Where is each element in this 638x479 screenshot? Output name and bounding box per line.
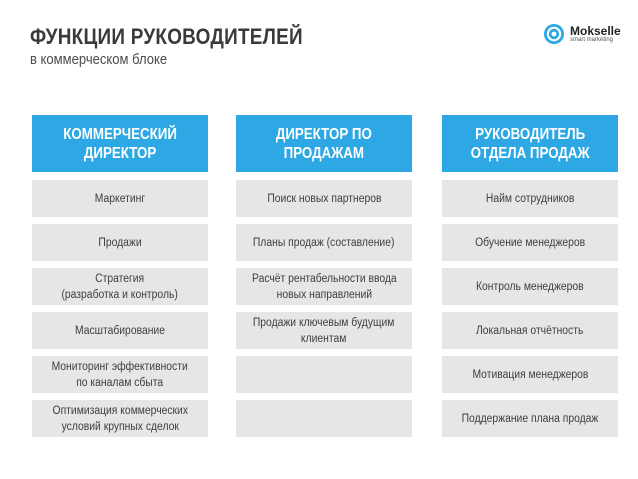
function-cell: [32, 400, 208, 437]
function-label: Продажи ключевым будущим клиентам: [253, 316, 395, 345]
function-label: Мониторинг эффективности по каналам сбыта: [51, 360, 189, 389]
function-label: Маркетинг: [94, 192, 146, 205]
function-cell: [442, 400, 618, 437]
function-label: Расчёт рентабельности ввода новых направлений: [251, 272, 397, 301]
function-cell: [442, 224, 618, 261]
function-cell: [32, 312, 208, 349]
function-cell: [442, 312, 618, 349]
function-label: Найм сотрудников: [485, 192, 575, 205]
function-cell: [442, 268, 618, 305]
logo: [543, 23, 633, 47]
function-cell: [442, 356, 618, 393]
function-label: Масштабирование: [75, 324, 165, 337]
column-sales-director: [236, 115, 412, 444]
empty-cell: [236, 400, 412, 437]
empty-cell: [236, 356, 412, 393]
page-title: ФУНКЦИИ РУКОВОДИТЕЛЕЙ: [30, 24, 303, 49]
function-cell: [236, 224, 412, 261]
function-cell: [236, 268, 412, 305]
column-sales-department-head: [442, 115, 618, 444]
function-label: Локальная отчётность: [476, 324, 584, 337]
column-header-label: КОММЕРЧЕСКИЙ ДИРЕКТОР: [63, 125, 177, 162]
function-label: Поиск новых партнеров: [266, 192, 382, 205]
function-cell: [442, 180, 618, 217]
function-label: Стратегия (разработка и контроль): [61, 272, 179, 301]
function-label: Продажи: [98, 236, 142, 249]
function-cell: [236, 180, 412, 217]
function-label: Контроль менеджеров: [476, 280, 584, 293]
function-label: Поддержание плана продаж: [461, 412, 599, 425]
column-commercial-director: [32, 115, 208, 444]
column-header-label: ДИРЕКТОР ПО ПРОДАЖАМ: [275, 125, 373, 162]
function-cell: [32, 356, 208, 393]
function-cell: [32, 268, 208, 305]
logo-name: Mokselle: [570, 24, 621, 38]
function-cell: [32, 224, 208, 261]
function-label: Мотивация менеджеров: [472, 368, 588, 381]
function-cell: [32, 180, 208, 217]
column-header: [236, 115, 412, 172]
logo-icon: [543, 23, 565, 45]
function-label: Оптимизация коммерческих условий крупных сделок: [52, 404, 188, 433]
function-label: Планы продаж (составление): [253, 236, 395, 249]
function-cell: [236, 312, 412, 349]
column-header: [32, 115, 208, 172]
function-label: Обучение менеджеров: [474, 236, 586, 249]
column-header-label: РУКОВОДИТЕЛЬ ОТДЕЛА ПРОДАЖ: [470, 125, 590, 162]
logo-tagline: smart marketing: [570, 37, 614, 43]
page-subtitle: в коммерческом блоке: [30, 52, 168, 68]
column-header: [442, 115, 618, 172]
